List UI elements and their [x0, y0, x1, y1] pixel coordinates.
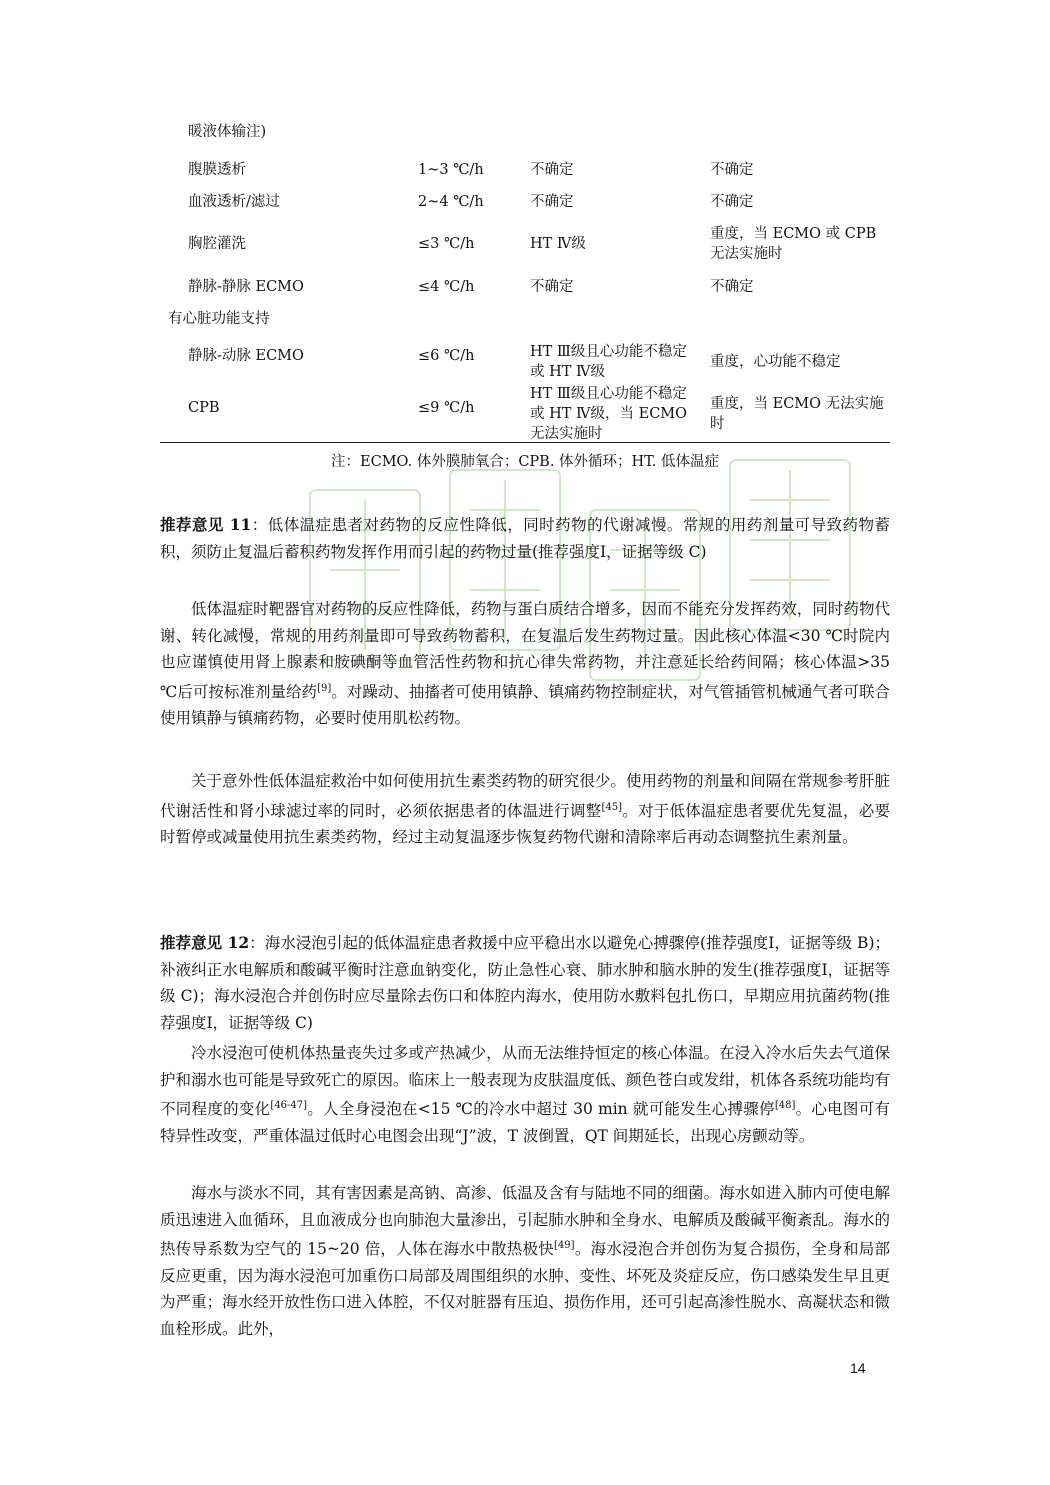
paragraph-text: 。对躁动、抽搐者可使用镇静、镇痛药物控制症状，对气管插管机械通气者可联合使用镇静与镇痛药物，必要时使用肌松药物。	[160, 682, 890, 728]
recommendation-12-label: 推荐意见 12	[160, 933, 250, 952]
paragraph-text: 。对于低体温症患者要优先复温，必要时暂停或减量使用抗生素类药物，经过主动复温逐步恢复药物代谢和清除率后再动态调整抗生素剂量。	[160, 801, 890, 847]
table-cell-method: 血液透析/滤过	[188, 194, 280, 210]
table-cell-rate: ≤6 ℃/h	[418, 348, 475, 364]
table-cell-indication: 不确定	[530, 194, 574, 210]
recommendation-11-label: 推荐意见 11	[160, 515, 252, 534]
paragraph-text: 关于意外性低体温症救治中如何使用抗生素类药物的研究很少。使用药物的剂量和间隔在常规参考肝脏代谢活性和肾小球滤过率的同时，必须依据患者的体温进行调整	[160, 772, 890, 820]
table-cell-method: CPB	[188, 400, 220, 416]
table-cell-severity: 不确定	[710, 279, 754, 295]
table-cell-method: 暖液体输注)	[188, 124, 267, 140]
table-cell-severity: 重度，当 ECMO 或 CPB 无法实施时	[710, 226, 877, 262]
table-cell-indication: 不确定	[530, 162, 574, 178]
citation-ref: [45]	[601, 801, 622, 813]
table-cell-severity: 不确定	[710, 194, 754, 210]
table-cell-method: 静脉-静脉 ECMO	[188, 279, 304, 295]
table-cell-indication: 不确定	[530, 279, 574, 295]
recommendation-12-text: ：海水浸泡引起的低体温症患者救援中应平稳出水以避免心搏骤停(推荐强度Ⅰ，证据等级 B)；补液纠正水电解质和酸碱平衡时注意血钠变化，防止急性心衰、肺水肿和脑水肿的发生(推荐强度Ⅰ，证据等级 C)；海水浸泡合并创伤时应尽量除去伤口和体腔内海水，使用防水敷料包扎伤口，早期应用抗菌药物(推荐强度Ⅰ，证据等级 C)	[160, 934, 890, 1032]
paragraph-text: 低体温症时靶器官对药物的反应性降低，药物与蛋白质结合增多，因而不能充分发挥药效，同时药物代谢、转化减慢，常规的用药剂量即可导致药物蓄积，在复温后发生药物过量。因此核心体温<30 ℃时院内也应谨慎使用肾上腺素和胺碘酮等血管活性药物和抗心律失常药物，并注意延长给药间隔；核心体温>35 ℃后可按标准剂量给药	[160, 600, 890, 701]
citation-ref: [48]	[774, 1100, 796, 1111]
table-cell-rate: 1~3 ℃/h	[418, 162, 484, 178]
table-cell-indication: HT Ⅳ级	[530, 236, 586, 252]
paragraph-text: 冷水浸泡可使机体热量丧失过多或产热减少，从而无法维持恒定的核心体温。在浸入冷水后失去气道保护和溺水也可能是导致死亡的原因。临床上一般表现为皮肤温度低、颜色苍白或发绀，机体各系统功能均有不同程度的变化	[160, 1044, 890, 1119]
table-bottom-rule	[160, 442, 890, 443]
table-cell-indication: HT Ⅲ级且心功能不稳定或 HT Ⅳ级，当 ECMO 无法实施时	[530, 386, 688, 442]
table-cell-method: 腹膜透析	[188, 162, 246, 178]
table-note: 注：ECMO. 体外膜肺氧合；CPB. 体外循环；HT. 低体温症	[331, 454, 719, 470]
table-section-label: 有心脏功能支持	[168, 311, 270, 327]
table-cell-severity: 不确定	[710, 162, 754, 178]
paragraph-text: 。心电图可有特异性改变，严重体温过低时心电图会出现“J”波，T 波倒置，QT 间期延长，出现心房颤动等。	[160, 1100, 890, 1145]
citation-ref: [46-47]	[270, 1100, 308, 1111]
citation-ref: [49]	[554, 1240, 575, 1251]
citation-ref: [9]	[317, 682, 332, 694]
recommendation-11-text: ：低体温症患者对药物的反应性降低，同时药物的代谢减慢。常规的用药剂量可导致药物蓄积，须防止复温后蓄积药物发挥作用而引起的药物过量(推荐强度Ⅰ，证据等级 C)	[160, 516, 890, 561]
rec11-paragraph-1	[160, 596, 890, 732]
table-cell-method: 胸腔灌洗	[188, 236, 246, 252]
table-cell-severity: 重度，当 ECMO 无法实施时	[710, 396, 884, 432]
table-cell-rate: ≤4 ℃/h	[418, 279, 475, 295]
rec12-paragraph-1	[160, 1040, 890, 1149]
rec11-paragraph-2	[160, 768, 890, 851]
table-cell-indication: HT Ⅲ级且心功能不稳定或 HT Ⅳ级	[530, 344, 687, 380]
paragraph-text: 。海水浸泡合并创伤为复合损伤，全身和局部反应更重，因为海水浸泡可加重伤口局部及周围组织的水肿、变性、坏死及炎症反应，伤口感染发生早且更为严重；海水经开放性伤口进入体腔，不仅对脏器有压迫、损伤作用，还可引起高渗性脱水、高凝状态和微血栓形成。此外，	[160, 1240, 890, 1338]
table-cell-severity: 重度，心功能不稳定	[710, 354, 841, 370]
paragraph-text: 。人全身浸泡在<15 ℃的冷水中超过 30 min 就可能发生心搏骤停	[307, 1100, 775, 1119]
recommendation-12	[160, 930, 890, 1036]
table-cell-rate: ≤3 ℃/h	[418, 236, 475, 252]
rec12-paragraph-2	[160, 1180, 890, 1342]
paragraph-text: 海水与淡水不同，其有害因素是高钠、高渗、低温及含有与陆地不同的细菌。海水如进入肺内可使电解质迅速进入血循环，且血液成分也向肺泡大量渗出，引起肺水肿和全身水、电解质及酸碱平衡紊乱。海水的热传导系数为空气的 15~20 倍，人体在海水中散热极快	[160, 1184, 890, 1259]
table-cell-method: 静脉-动脉 ECMO	[188, 348, 304, 364]
table-cell-rate: 2~4 ℃/h	[418, 194, 484, 210]
table-cell-rate: ≤9 ℃/h	[418, 400, 475, 416]
recommendation-11	[160, 512, 890, 565]
page-number: 14	[850, 1360, 866, 1376]
